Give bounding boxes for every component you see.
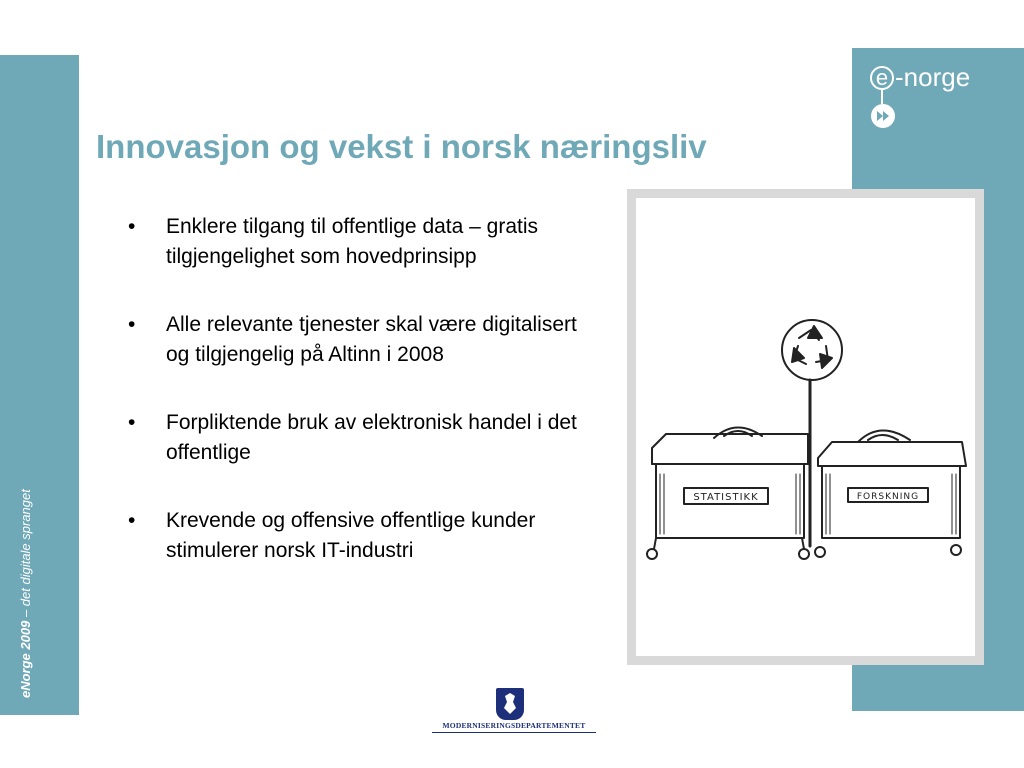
right-bin (815, 430, 966, 557)
sidebar-caption-rest: – det digitale spranget (18, 489, 33, 621)
bullet-item (128, 506, 588, 566)
ministry-rule (432, 732, 596, 733)
logo-e: e (870, 66, 894, 90)
sidebar-caption (18, 489, 33, 698)
bullet-list (128, 212, 588, 604)
logo-stem (881, 90, 883, 104)
bullet-marker: • (128, 411, 136, 434)
left-sidebar-band (0, 55, 79, 715)
recycle-arrows-icon (782, 320, 842, 380)
bullet-marker: • (128, 313, 136, 336)
bullet-item (128, 408, 588, 468)
sidebar-caption-brand: eNorge 2009 (18, 620, 33, 698)
page-title: Innovasjon og vekst i norsk næringsliv (96, 128, 707, 165)
bullet-item (128, 212, 588, 272)
left-bin-label: STATISTIKK (693, 492, 759, 503)
fast-forward-icon[interactable] (871, 104, 895, 128)
bullet-marker: • (128, 215, 136, 238)
ministry-logo (430, 688, 598, 740)
bullet-text: Enklere tilgang til offentlige data – gratis tilgjengelighet som hovedprinsipp (166, 215, 539, 268)
left-bin (647, 427, 809, 559)
bullet-item (128, 310, 588, 370)
enorge-logo (870, 62, 970, 93)
logo-word: -norge (895, 62, 971, 92)
ministry-name: MODERNISERINGSDEPARTEMENTET (442, 721, 586, 730)
bullet-text: Krevende og offensive offentlige kunder stimulerer norsk IT-industri (166, 509, 536, 562)
right-bin-label: FORSKNING (856, 492, 920, 502)
recycling-bins-illustration (636, 198, 975, 656)
bullet-marker: • (128, 509, 136, 532)
bullet-text: Forpliktende bruk av elektronisk handel i det offentlige (166, 411, 577, 464)
bullet-text: Alle relevante tjenester skal være digitalisert og tilgjengelig på Altinn i 2008 (166, 313, 577, 366)
coat-of-arms-icon (496, 688, 524, 720)
